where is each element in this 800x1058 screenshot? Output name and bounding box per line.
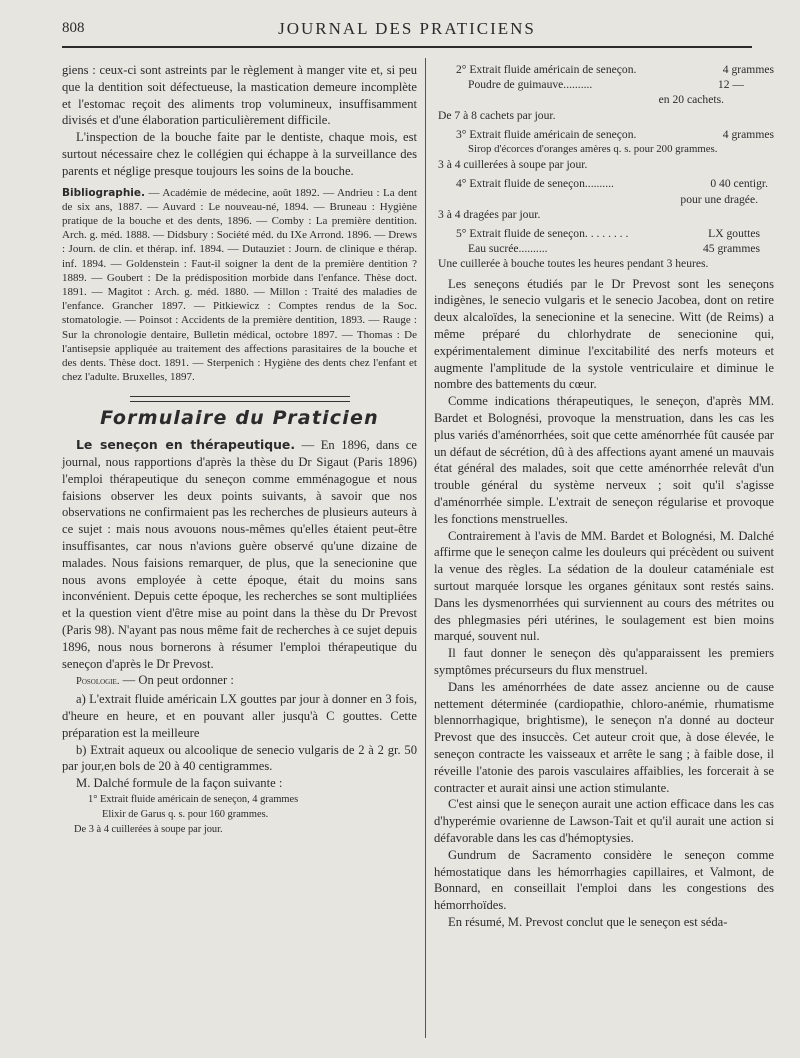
paragraph: Les seneçons étudiés par le Dr Prevost sont les seneçons indigènes, le senecio vulgaris et le senecio Jacobea, dont on retire deux alcaloïdes, la senecionine et la senecine. Witt (de Reims) a même préparé du chlorhydrate de senecionine qui, expérimentalement diminue l'excitabilité des nerfs moteurs et augmente l'amplitude de la systole ventriculaire et diminue le nombre des battements du cœur. [434, 276, 774, 392]
header-rule [62, 46, 752, 48]
formula-line: Sirop d'écorces d'oranges amères q. s. pour 200 grammes. [468, 143, 718, 156]
page-number: 808 [62, 20, 85, 36]
formula-dosage: De 7 à 8 cachets par jour. [438, 108, 556, 122]
posology-item-a: a) L'extrait fluide américain LX gouttes par jour à donner en 3 fois, d'heure en heure, et en pouvant aller jusqu'à C gouttes. Cette préparation est la meilleure [62, 692, 417, 740]
formula-block [434, 62, 774, 272]
page-header [62, 18, 752, 42]
formula-line [434, 226, 774, 241]
bibliography-label: Bibliographie. [62, 186, 146, 199]
section-divider [130, 396, 350, 402]
journal-title: JOURNAL DES PRATICIENS [278, 19, 536, 38]
formula-ingredient: Eau sucrée.......... [468, 242, 548, 256]
formula-line [434, 176, 774, 191]
formula-ingredient: 4° Extrait fluide de seneçon.......... [456, 177, 614, 191]
paragraph: C'est ainsi que le seneçon aurait une action efficace dans les cas d'hyperémie ovarienne de Lawson-Tait et qu'il aurait une action si défavorable dans les cas d'hémoptysies. [434, 797, 774, 845]
formula-line [434, 127, 774, 142]
formula-ingredient: 3° Extrait fluide américain de seneçon. [456, 127, 637, 141]
article-text: — En 1896, dans ce journal, nous rapportions d'après la thèse du Dr Sigaut (Paris 1896) l'emploi thérapeutique du seneçon comme emménagogue et nous faisions observer les deux points suivants, à savoir que nos observations ne confirmaient pas les recherches de plusieurs auteurs à ce sujet : mais nous avouons nous-mêmes qu'elles étaient peut-être insuffisantes, car nous n'avions guère observé qu'une dizaine de malades. Nous faisions remarquer, de plus, que la senecionine que nous avons employée à cette époque, était du moins sans inconvénient. Depuis cette époque, les recherches se sont multipliées et la question vient d'être mise au point dans la thèse du Dr Prevost (Paris 98). N'ayant pas nous même fait de recherches à ce sujet depuis 1896, nous nous bornerons à résumer l'emploi thérapeutique du seneçon d'après le Dr Prevost. [62, 438, 417, 671]
formula-dosage: 3 à 4 cuillerées à soupe par jour. [438, 158, 588, 172]
paragraph: Contrairement à l'avis de MM. Bardet et Bolognési, M. Dalché affirme que le seneçon calme les douleurs qui précèdent ou suivent la venue des règles. La sédation de la douleur cataméniale est surtout marquée lorsque les organes génitaux sont restés sains. Dans les dysmenorrhées qui surviennent au cours des métrites ou des phlegmasies péri utérines, le soulagement est bien moins marqué, souvent nul. [434, 528, 774, 644]
left-column [62, 62, 417, 837]
bibliography [62, 186, 417, 385]
formula-quantity: 0 40 centigr. [710, 177, 768, 191]
formula-ingredient: Poudre de guimauve.......... [468, 78, 593, 92]
formula-quantity: 45 grammes [703, 242, 760, 256]
formula-line [434, 241, 774, 256]
formula-line [434, 62, 774, 77]
formula-quantity: 12 — [717, 78, 744, 92]
formula-1-line-1: 1° Extrait fluide américain de seneçon, 4 grammes [88, 793, 299, 805]
paragraph: Gundrum de Sacramento considère le seneçon comme hémostatique dans les hémorrhagies capillaires, et Valmont, de Bonnard, en conseillait l'emploi dans les congestions des hémorrhoïdes. [434, 847, 774, 913]
posology-label: Posologie. [76, 676, 120, 688]
column-divider [425, 58, 426, 1038]
formula-dosage: Une cuillerée à bouche toutes les heures pendant 3 heures. [438, 257, 709, 271]
formula-dosage: 3 à 4 dragées par jour. [438, 207, 541, 221]
posology-text: — On peut ordonner : [119, 673, 234, 688]
article-title: Le seneçon en thérapeutique. [76, 437, 296, 453]
paragraph: L'inspection de la bouche faite par le dentiste, chaque mois, est surtout nécessaire chez le collégien qui échappe à la surveillance des parents et néglige presque toujours les soins de la bouche. [62, 130, 417, 178]
formula-line: en 20 cachets. [658, 93, 724, 107]
section-title: Formulaire du Praticien [100, 407, 379, 430]
bibliography-text: — Académie de médecine, août 1892. — Andrieu : La dent de six ans, 1887. — Auvard : Le nouveau-né, 1894. — Bruneau : Hygiène pratique de la bouche et des dents, 1896. — Comby : La première dentition. Arch. g. méd. 1888. — Didsbury : Société méd. du IXe Arrond. 1896. — Drews : Journ. de clin. et thérap. inf. 1894. — Dutauziet : Journ. de clinique e thérap. inf. 1894. — Goldenstein : Faut-il soigner la dent de la première dentition ? 1889. — Goubert : De la prédisposition morbide dans l'enfance. Thèse doct. 1891. — Magitot : Arch. g. méd. 1880. — Millon : Traité des maladies de l'enfance. Grancher 1897. — Pitkiewicz : Comptes rendus de la Soc. stomatologie. — Poinsot : Accidents de la première dentition, 1893. — Rauge : Sur la chronologie dentaire, Bulletin médical, octobre 1897. — Thomas : De l'antisepsie appliquée au traitement des affections parasitaires de la bouche et des dents. Thèse doct. 1891. — Sterpenich : Hygiène des dents chez l'enfant et chez l'adulte. Bruxelles, 1897. [62, 186, 417, 384]
formula-quantity: 4 grammes [722, 63, 774, 76]
formula-line [434, 77, 774, 92]
paragraph: En résumé, M. Prevost conclut que le seneçon est séda- [448, 914, 728, 929]
posology-item-b: b) Extrait aqueux ou alcoolique de senecio vulgaris de 2 à 2 gr. 50 par jour,en bols de 20 à 40 centigrammes. [62, 742, 417, 774]
formula-1-line-2: Elixir de Garus q. s. pour 160 grammes. [102, 808, 269, 820]
paragraph: Il faut donner le seneçon dès qu'apparaissent les premiers symptômes précurseurs du flux menstruel. [434, 646, 774, 677]
paragraph: giens : ceux-ci sont astreints par le règlement à manger vite et, si peu que la dentition soit défectueuse, la mastication demeure incomplète et l'estomac reçoit des aliments trop volumineux, insuffisamment divisés et d'une élaboration particulièrement difficile. [62, 63, 417, 128]
formula-ingredient: 5° Extrait fluide de seneçon. . . . . . . . [456, 227, 629, 241]
formula-ingredient: 2° Extrait fluide américain de seneçon. [456, 63, 637, 76]
paragraph: Comme indications thérapeutiques, le seneçon, d'après MM. Bardet et Bolognési, provoque la menstruation, dans les cas les plus variés d'aménorrhées, soit que cette aménorrhée fût causée par un défaut de sécrétion, dû à des affections ayant amené un mauvais état général des malades, soit que cette aménorrhée relevât d'un trouble général du système nerveux ; soit qu'il s'agisse d'aménorrhée simple. L'extrait de seneçon régularise et provoque les fonctions menstruelles. [434, 394, 774, 526]
right-column [434, 62, 774, 931]
article-intro [62, 437, 417, 672]
formula-quantity: LX gouttes [708, 227, 760, 241]
formula-quantity: 4 grammes [722, 127, 774, 141]
formula-line: pour une dragée. [680, 192, 758, 206]
formula-1-line-3: De 3 à 4 cuillerées à soupe par jour. [74, 823, 223, 835]
dalche-formula-intro: M. Dalché formule de la façon suivante : [76, 776, 283, 791]
paragraph: Dans les aménorrhées de date assez ancienne ou de cause nettement déterminée (cardiopathie, chloro-anémie, rhumatisme blennorrhagique, brightisme), le seneçon n'a donné au docteur Prevost que des insuccès. Cet auteur croit que, à dose élevée, le seneçon contracte les vaisseaux et arrête le sang ; à faible dose, il réveille l'atonie des parois vasculaires affaiblies, les forcerait à se contracter et aurait ainsi une action stimulante. [434, 679, 774, 795]
posology [62, 672, 417, 691]
